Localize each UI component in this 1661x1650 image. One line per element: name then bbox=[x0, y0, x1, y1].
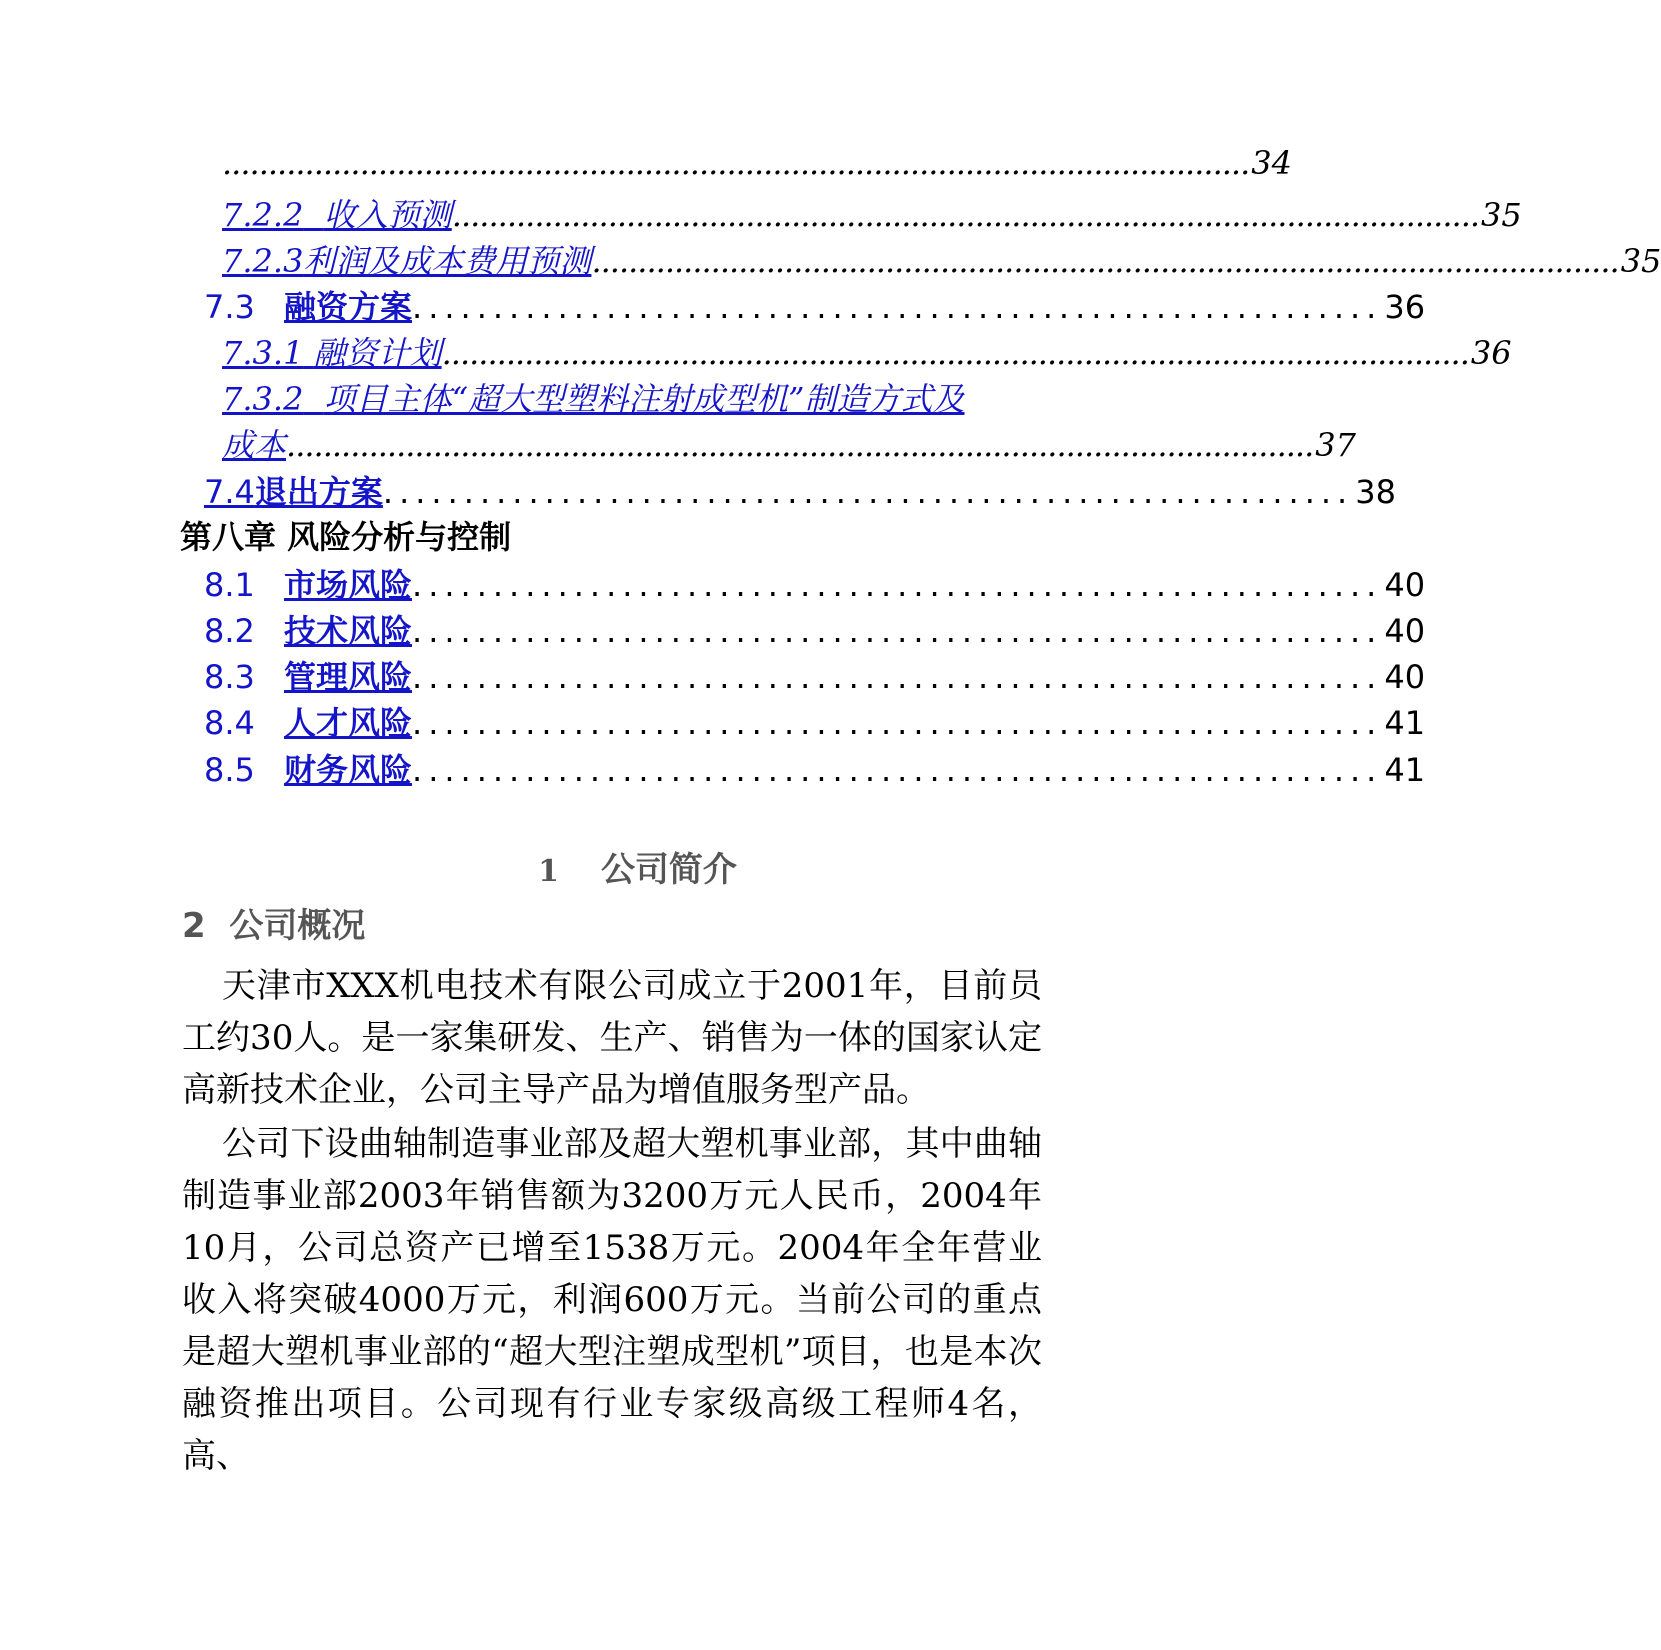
toc-page-number: 37 bbox=[1315, 426, 1356, 464]
toc-continuation-line bbox=[222, 144, 1292, 182]
toc-page-number: 36 bbox=[1470, 334, 1512, 372]
toc-chapter-heading: 第八章 风险分析与控制 bbox=[180, 518, 512, 556]
toc-page-number: 40 bbox=[1384, 658, 1426, 696]
toc-entry-number: 7.3.2 bbox=[222, 380, 304, 418]
toc-link[interactable] bbox=[204, 282, 412, 328]
toc-entry-number: 7.2.2 bbox=[222, 196, 304, 234]
toc-page-number: 34 bbox=[1251, 144, 1292, 182]
toc-entry-8-2[interactable] bbox=[204, 606, 1426, 652]
section-title bbox=[0, 842, 1275, 891]
toc-leader: ............................................................ bbox=[382, 473, 1354, 511]
toc-page-number: 40 bbox=[1384, 612, 1426, 650]
toc-link[interactable] bbox=[222, 236, 591, 282]
toc-entry-title: 融资计划 bbox=[313, 334, 442, 372]
toc-entry-title: 市场风险 bbox=[284, 566, 413, 604]
toc-leader: ............................................................ bbox=[412, 658, 1383, 696]
toc-entry-number: 8.1 bbox=[204, 566, 255, 604]
toc-link[interactable] bbox=[204, 698, 412, 744]
toc-page-number: 35 bbox=[1620, 242, 1661, 280]
toc-link[interactable] bbox=[204, 467, 383, 513]
toc-entry-number: 7.4 bbox=[204, 473, 255, 511]
toc-link[interactable] bbox=[222, 328, 442, 374]
toc-entry-7-4[interactable] bbox=[204, 467, 1396, 513]
toc-entry-title: 成本 bbox=[222, 426, 287, 464]
toc-entry-number: 8.2 bbox=[204, 612, 255, 650]
toc-entry-7-2-3[interactable] bbox=[222, 236, 1661, 282]
toc-entry-title: 财务风险 bbox=[284, 751, 413, 789]
toc-entry-number: 8.4 bbox=[204, 704, 255, 742]
toc-link[interactable] bbox=[222, 420, 286, 466]
toc-entry-8-3[interactable] bbox=[204, 652, 1426, 698]
toc-page-number: 38 bbox=[1355, 473, 1396, 511]
toc-entry-title: 融资方案 bbox=[284, 288, 413, 326]
toc-link[interactable] bbox=[222, 374, 965, 420]
toc-entry-7-3-2-line1[interactable] bbox=[222, 374, 1032, 420]
toc-entry-title: 退出方案 bbox=[254, 473, 383, 511]
toc-page-number: 41 bbox=[1384, 751, 1426, 789]
section-title-text: 公司简介 bbox=[600, 850, 737, 890]
toc-leader: ............................................................ bbox=[412, 612, 1383, 650]
toc-leader: ............................................................ bbox=[412, 751, 1383, 789]
toc-leader: ................................................................................................................ bbox=[441, 334, 1469, 372]
toc-entry-8-1[interactable] bbox=[204, 560, 1426, 606]
toc-entry-number: 7.3.1 bbox=[222, 334, 304, 372]
toc-link[interactable] bbox=[204, 606, 412, 652]
toc-entry-7-3[interactable] bbox=[204, 282, 1426, 328]
body-paragraph-1: 天津市XXX机电技术有限公司成立于2001年，目前员工约30人。是一家集研发、生产、销售为一体的国家认定高新技术企业，公司主导产品为增值服务型产品。 bbox=[182, 966, 1042, 1110]
subsection-heading bbox=[182, 898, 365, 947]
toc-entry-8-4[interactable] bbox=[204, 698, 1426, 744]
toc-leader: ............................................................ bbox=[412, 704, 1383, 742]
toc-link[interactable] bbox=[204, 560, 412, 606]
toc-entry-8-5[interactable] bbox=[204, 745, 1426, 791]
toc-entry-title: 利润及成本费用预测 bbox=[303, 242, 592, 280]
toc-entry-7-2-2[interactable] bbox=[222, 190, 1522, 236]
toc-leader: ................................................................................................................ bbox=[451, 196, 1480, 234]
toc-page-number: 41 bbox=[1384, 704, 1426, 742]
toc-entry-title: 收入预测 bbox=[323, 196, 452, 234]
toc-entry-title: 项目主体“超大型塑料注射成型机”制造方式及 bbox=[323, 380, 965, 418]
toc-leader: ................................................................................................................ bbox=[591, 242, 1619, 280]
toc-entry-title: 管理风险 bbox=[284, 658, 413, 696]
toc-leader: ................................................................................................................ bbox=[222, 144, 1250, 182]
toc-leader: ............................................................ bbox=[412, 566, 1383, 604]
toc-entry-7-3-1[interactable] bbox=[222, 328, 1512, 374]
toc-entry-title: 人才风险 bbox=[284, 704, 413, 742]
toc-page-number: 40 bbox=[1384, 566, 1426, 604]
subsection-title: 公司概况 bbox=[229, 906, 366, 946]
toc-entry-number: 7.3 bbox=[204, 288, 255, 326]
section-number: 1 bbox=[538, 854, 559, 889]
subsection-number: 2 bbox=[182, 906, 206, 946]
toc-leader: ............................................................ bbox=[412, 288, 1383, 326]
toc-leader: ................................................................................................................ bbox=[286, 426, 1314, 464]
toc-entry-number: 7.2.3 bbox=[222, 242, 304, 280]
toc-entry-number: 8.5 bbox=[204, 751, 255, 789]
toc-link[interactable] bbox=[222, 190, 452, 236]
toc-page-number: 36 bbox=[1384, 288, 1426, 326]
toc-entry-7-3-2-line2[interactable] bbox=[222, 420, 1356, 466]
toc-entry-title: 技术风险 bbox=[284, 612, 413, 650]
toc-link[interactable] bbox=[204, 745, 412, 791]
toc-entry-number: 8.3 bbox=[204, 658, 255, 696]
toc-page-number: 35 bbox=[1481, 196, 1522, 234]
body-paragraph-2: 公司下设曲轴制造事业部及超大塑机事业部，其中曲轴制造事业部2003年销售额为3200万元人民币，2004年10月，公司总资产已增至1538万元。2004年全年营业收入将突破4000万元，利润600万元。当前公司的重点是超大塑机事业部的“超大型注塑成型机”项目，也是本次融资推出项目。公司现有行业专家级高级工程师4名，高、 bbox=[182, 1124, 1042, 1476]
toc-link[interactable] bbox=[204, 652, 412, 698]
